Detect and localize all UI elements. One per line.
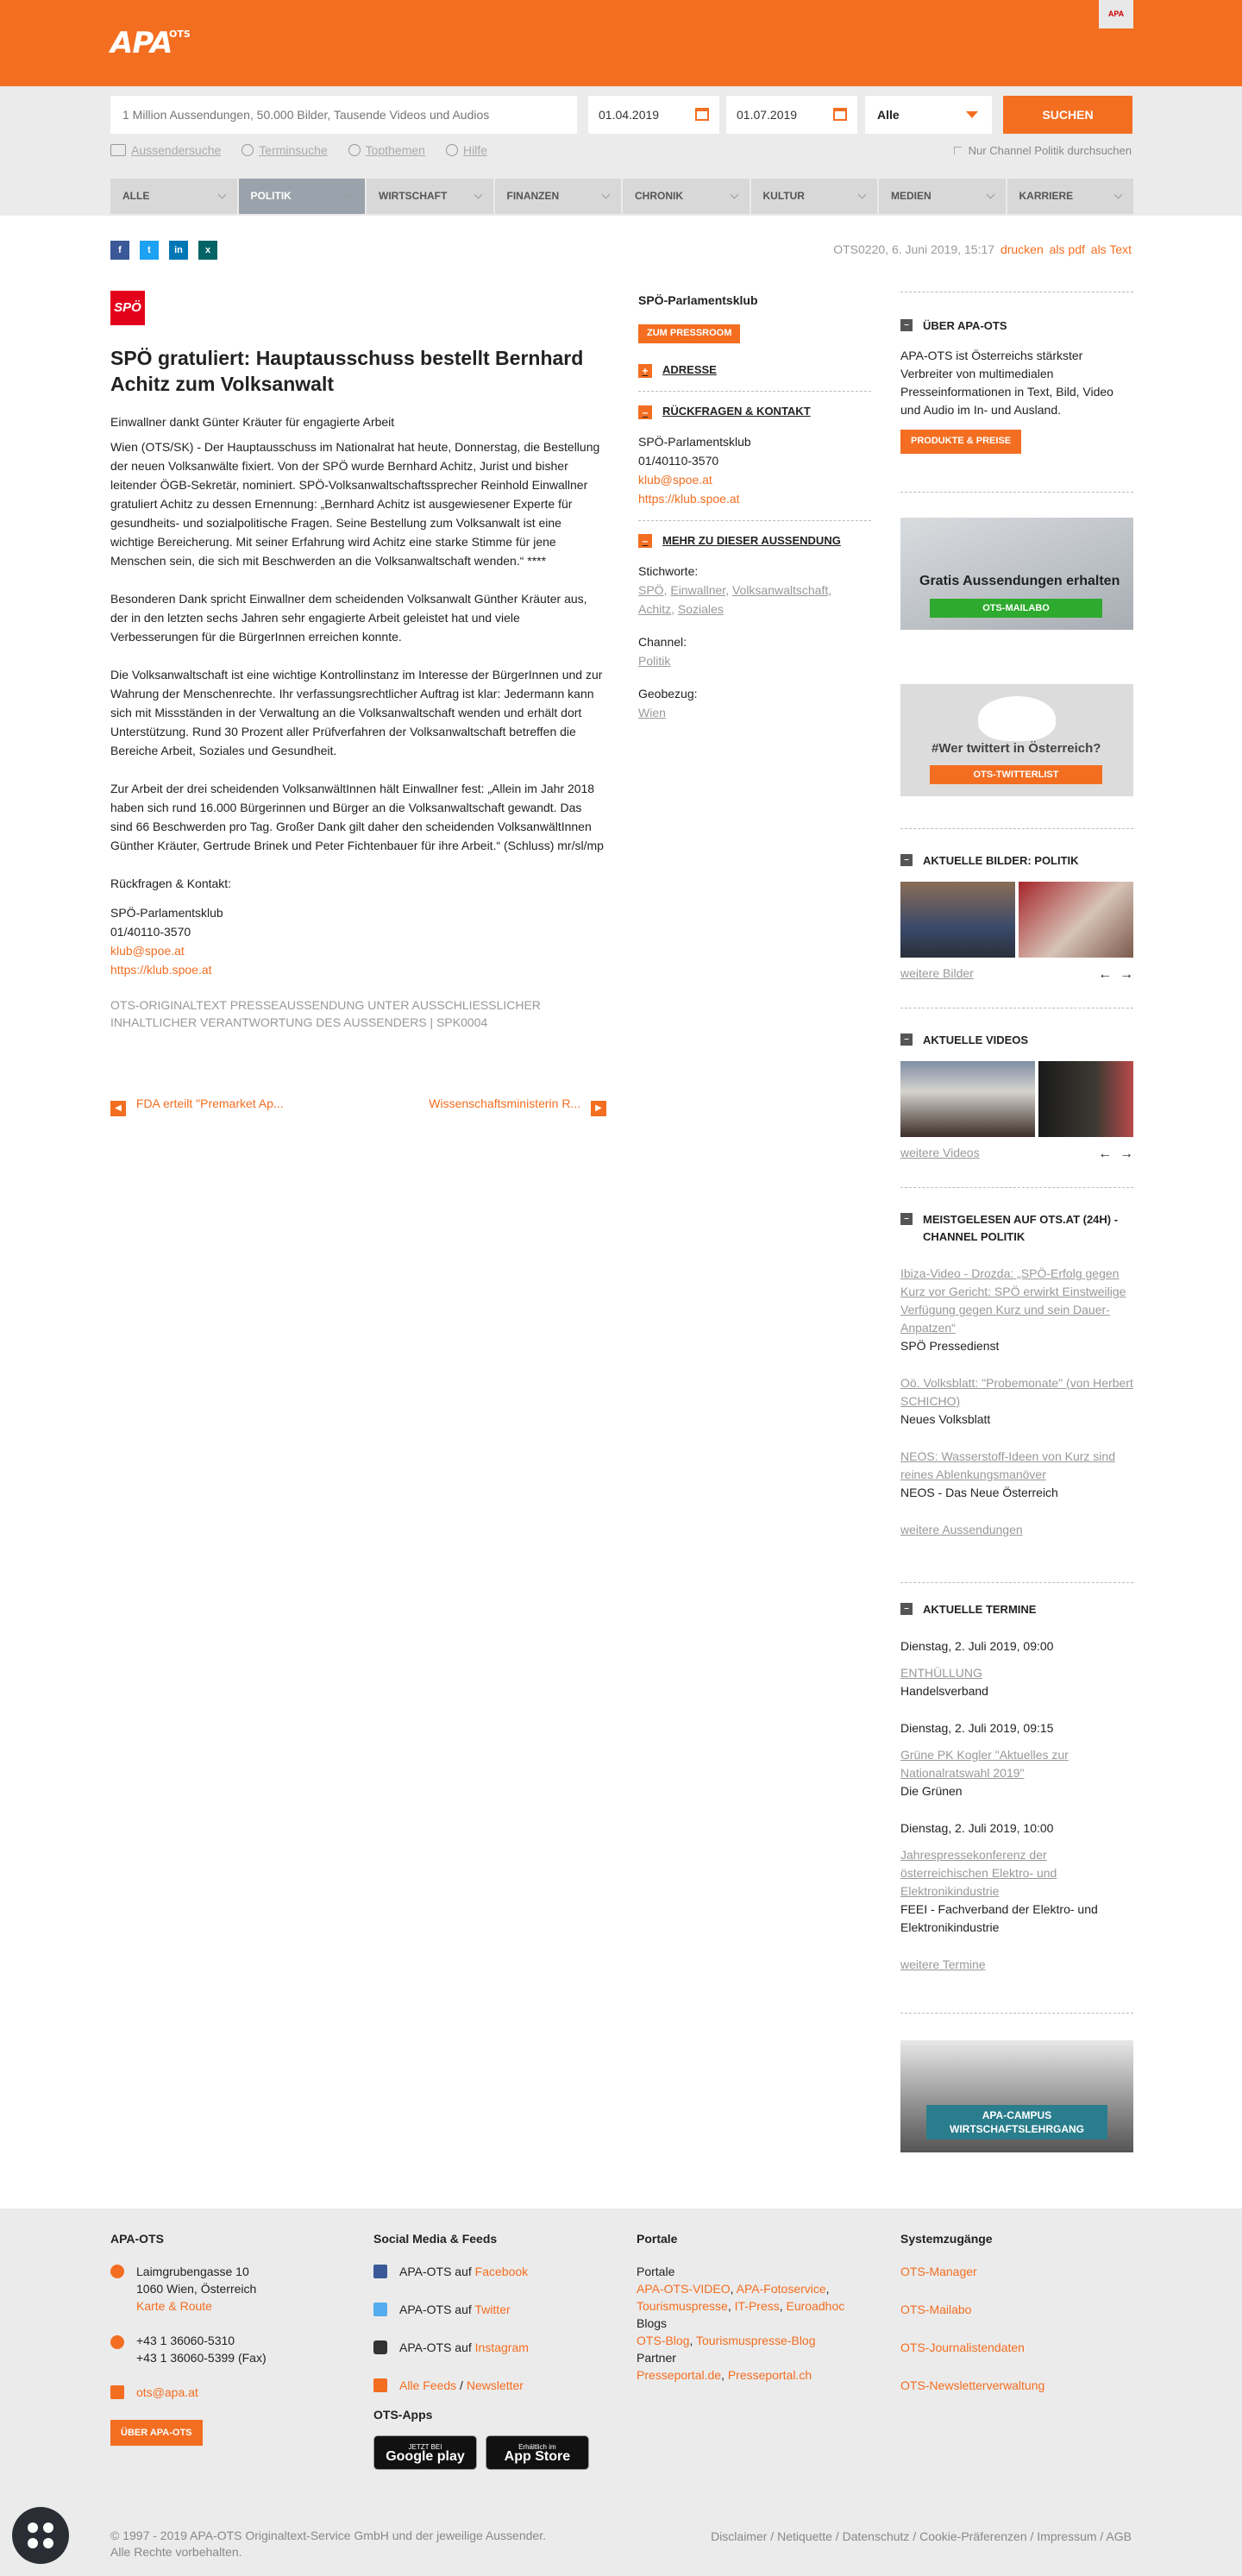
meist-sender: SPÖ Pressedienst <box>900 1339 1000 1353</box>
contact-email-link[interactable]: klub@spoe.at <box>110 944 185 958</box>
portal-link[interactable]: APA-OTS-VIDEO <box>637 2282 731 2296</box>
mehr-toggle[interactable] <box>638 533 871 550</box>
apa-badge[interactable]: APA <box>1099 0 1133 28</box>
compass-icon <box>348 144 361 156</box>
print-link[interactable]: drucken <box>1000 242 1044 256</box>
kontakt-org: SPÖ-Parlamentsklub <box>638 434 751 449</box>
clock-icon <box>242 144 254 156</box>
meist-sender: NEOS - Das Neue Österreich <box>900 1486 1058 1499</box>
twitter-bird-icon <box>978 696 1056 741</box>
minus-icon[interactable]: – <box>900 1213 913 1225</box>
partner-link[interactable]: Presseportal.ch <box>727 2368 812 2382</box>
tab-politik[interactable]: POLITIK <box>239 179 366 214</box>
about-button[interactable]: ÜBER APA-OTS <box>110 2420 203 2446</box>
hilfe-link[interactable] <box>446 141 487 159</box>
legal-link[interactable]: Cookie-Präferenzen <box>919 2529 1027 2543</box>
section-heading: AKTUELLE BILDER: POLITIK <box>923 854 1079 867</box>
bilder-section <box>900 852 1133 982</box>
meistgelesen-section <box>900 1211 1133 1539</box>
divider <box>900 1187 1133 1188</box>
article-pager <box>110 1095 606 1112</box>
category-nav <box>110 179 1133 214</box>
tag-link[interactable]: Soziales <box>677 601 724 616</box>
tag-link[interactable]: SPÖ <box>638 582 664 597</box>
termin-org: Die Grünen <box>900 1784 963 1798</box>
more-images-link[interactable]: weitere Bilder <box>900 966 974 980</box>
article-meta <box>833 241 1132 258</box>
minus-icon: – <box>638 405 652 419</box>
kontakt-url-link[interactable]: https://klub.spoe.at <box>638 491 740 506</box>
search-button[interactable]: SUCHEN <box>1003 96 1132 134</box>
more-videos-link[interactable]: weitere Videos <box>900 1146 980 1159</box>
arrow-right-icon: ▶ <box>591 1101 606 1116</box>
gallery-arrows[interactable]: ← → <box>1098 1147 1133 1161</box>
linkedin-icon[interactable]: in <box>169 241 188 260</box>
section-heading: MEISTGELESEN AUF OTS.AT (24H) - CHANNEL POLITIK <box>923 1213 1119 1243</box>
date-from-value: 01.04.2019 <box>599 108 660 122</box>
chevron-down-icon <box>966 111 978 118</box>
footer-heading: Portale <box>637 2232 678 2246</box>
link-label: Aussendersuche <box>131 143 222 157</box>
partner-label: Partner <box>637 2351 676 2365</box>
meist-article-link[interactable]: Ibiza-Video - Drozda: „SPÖ-Erfolg gegen Kurz vor Gericht: SPÖ erwirkt Einstweilige Verfügung gegen Kurz und sein Dauer-Anpatzen“ <box>900 1266 1126 1335</box>
blog-link[interactable]: Tourismuspresse-Blog <box>696 2334 816 2347</box>
facebook-icon[interactable]: f <box>110 241 129 260</box>
fax-line: +43 1 36060-5399 (Fax) <box>136 2351 267 2365</box>
article-title: SPÖ gratuliert: Hauptausschuss bestellt Bernhard Achitz zum Volksanwalt <box>110 347 584 395</box>
termin-org: Handelsverband <box>900 1684 988 1698</box>
instagram-link[interactable]: Instagram <box>474 2340 529 2354</box>
campus-banner[interactable] <box>900 2040 1133 2152</box>
tag-link[interactable]: Achitz <box>638 601 672 616</box>
banner-text: Gratis Aussendungen erhalten <box>919 574 1120 588</box>
system-link[interactable]: OTS-Journalistendaten <box>900 2340 1025 2354</box>
portal-link[interactable]: APA-Fotoservice <box>736 2282 826 2296</box>
twitter-icon <box>373 2303 387 2316</box>
pdf-link[interactable]: als pdf <box>1049 242 1085 256</box>
blogs-label: Blogs <box>637 2316 668 2330</box>
termin-link[interactable]: Jahrespressekonferenz der österreichischen Elektro- und Elektronikindustrie <box>900 1848 1057 1898</box>
contact-org: SPÖ-Parlamentsklub <box>110 906 223 920</box>
termin-link[interactable]: ENTHÜLLUNG <box>900 1666 982 1680</box>
link-label: Topthemen <box>365 143 425 157</box>
channel-label: Channel: <box>638 634 687 649</box>
about-section <box>900 317 1133 454</box>
twitter-banner[interactable] <box>900 684 1133 796</box>
article-paragraph: Besonderen Dank spricht Einwallner dem scheidenden Volksanwalt Günther Kräuter aus, der in den letzten sechs Jahren sehr engagierte Arbeit geleistet hat und viele Verbesserungen für die BürgerInnen erreichen konnte. <box>110 592 587 644</box>
plus-icon: + <box>638 364 652 378</box>
phone-line: +43 1 36060-5310 <box>136 2334 235 2347</box>
pressroom-button[interactable]: ZUM PRESSROOM <box>638 324 740 343</box>
tag-link[interactable]: Einwallner <box>670 582 726 597</box>
logo-text: APA <box>110 26 172 60</box>
dot-icon <box>28 2523 38 2533</box>
contact-phone: 01/40110-3570 <box>110 925 191 939</box>
minus-icon[interactable]: – <box>900 854 913 866</box>
topthemen-link[interactable] <box>348 141 425 159</box>
video-thumbnail[interactable] <box>1038 1061 1133 1137</box>
minus-icon[interactable]: – <box>900 319 913 331</box>
system-link[interactable]: OTS-Manager <box>900 2265 977 2278</box>
next-label: Wissenschaftsministerin R... <box>429 1096 581 1110</box>
link-label: Hilfe <box>462 143 487 157</box>
divider <box>900 2013 1133 2014</box>
about-text: APA-OTS ist Österreichs stärkster Verbreiter von multimedialen Presseinformationen in Text, Bild, Video und Audio im In- und Ausland. <box>900 349 1113 417</box>
tab-alle[interactable]: ALLE <box>110 179 237 214</box>
feeds-link[interactable]: Alle Feeds <box>399 2378 457 2392</box>
mail-icon <box>110 2385 124 2399</box>
gallery-arrows[interactable]: ← → <box>1098 967 1133 982</box>
kontakt-email-link[interactable]: klub@spoe.at <box>638 472 712 487</box>
badge-small: Erhältlich im <box>518 2443 556 2451</box>
article-paragraph: Die Volksanwaltschaft ist eine wichtige Kontrollinstanz im Interesse der BürgerInnen und zur Wahrung der Menschenrechte. Ihr verfassungsrechtlicher Auftrag ist klar: Jedermann kann sich mit Missständen in der Verwaltung an die Volksanwaltschaft wenden und erhält dort Unterstützung. Rund 30 Prozent aller Prüfverfahren der Volksanwaltschaft betreffen die Bereiche Arbeit, Soziales und Gesundheit. <box>110 668 603 758</box>
legal-link[interactable]: AGB <box>1106 2529 1132 2543</box>
building-icon <box>110 144 126 156</box>
arrow-left-icon: ◀ <box>110 1101 126 1116</box>
footer-apa-ots <box>110 2230 352 2446</box>
twitterlist-button[interactable]: OTS-TWITTERLIST <box>930 765 1102 784</box>
rss-icon <box>373 2378 387 2392</box>
article-lead: Einwallner dankt Günter Kräuter für engagierte Arbeit <box>110 415 395 429</box>
logo-sub: OTS <box>169 28 191 40</box>
system-link[interactable]: OTS-Mailabo <box>900 2303 972 2316</box>
checkbox-label: Nur Channel Politik durchsuchen <box>968 144 1132 157</box>
tab-medien[interactable]: MEDIEN <box>879 179 1006 214</box>
tab-chronik[interactable]: CHRONIK <box>623 179 750 214</box>
geo-link[interactable]: Wien <box>638 705 666 719</box>
footer-portale: Portale Portale APA-OTS-VIDEO, APA-Fotoservice, Tourismuspresse, IT-Press, Euroadhoc Blogs OTS-Blog, Tourismuspresse-Blog Partner Presseportal.de, Presseportal.ch <box>637 2230 878 2384</box>
article-contact <box>110 874 606 979</box>
kontakt-phone: 01/40110-3570 <box>638 453 719 468</box>
termin-link[interactable]: Grüne PK Kogler "Aktuelles zur Nationalratswahl 2019" <box>900 1748 1069 1780</box>
cookie-settings-button[interactable] <box>12 2507 69 2564</box>
article <box>110 345 606 1031</box>
dot-icon <box>43 2538 53 2548</box>
mailabo-button[interactable]: OTS-MAILABO <box>930 599 1102 618</box>
tab-karriere[interactable]: KARRIERE <box>1007 179 1134 214</box>
mailabo-banner[interactable] <box>900 518 1133 630</box>
calendar-icon[interactable] <box>833 108 847 121</box>
prev-label: FDA erteilt "Premarket Ap... <box>135 1096 284 1110</box>
text-link[interactable]: als Text <box>1090 242 1132 256</box>
adresse-toggle[interactable] <box>638 362 871 379</box>
portale-label: Portale <box>637 2265 675 2278</box>
banner-text: #Wer twittert in Österreich? <box>932 741 1101 756</box>
tag-link[interactable]: Volksanwaltschaft <box>731 582 829 597</box>
tab-finanzen[interactable]: FINANZEN <box>495 179 622 214</box>
minus-icon[interactable]: – <box>900 1034 913 1046</box>
apa-ots-logo[interactable] <box>110 26 191 60</box>
section-label: RÜCKFRAGEN & KONTAKT <box>662 405 811 418</box>
divider <box>900 828 1133 829</box>
section-heading: AKTUELLE TERMINE <box>923 1603 1037 1616</box>
dot-icon <box>43 2523 53 2533</box>
legal-link[interactable]: Impressum <box>1037 2529 1097 2543</box>
instagram-icon <box>373 2340 387 2354</box>
tab-wirtschaft[interactable]: WIRTSCHAFT <box>367 179 493 214</box>
date-to-field[interactable] <box>726 96 857 134</box>
link-label: Terminsuche <box>259 143 328 157</box>
twitter-link[interactable]: Twitter <box>474 2303 511 2316</box>
section-label: ADRESSE <box>662 363 717 377</box>
spo-logo[interactable]: SPÖ <box>110 291 145 325</box>
search-input[interactable] <box>110 96 577 134</box>
google-play-badge[interactable] <box>373 2435 477 2470</box>
legal-link[interactable]: Netiquette <box>777 2529 832 2543</box>
produkte-button[interactable]: PRODUKTE & PREISE <box>900 430 1021 454</box>
footer-heading: Systemzugänge <box>900 2232 993 2246</box>
calendar-icon[interactable] <box>695 108 709 121</box>
badge-label: Google play <box>386 2449 465 2464</box>
legal-links: Disclaimer / Netiquette / Datenschutz / Cookie-Präferenzen / Impressum / AGB <box>711 2529 1132 2543</box>
termin-date: Dienstag, 2. Juli 2019, 10:00 <box>900 1821 1054 1835</box>
newsletter-link[interactable]: Newsletter <box>466 2378 524 2392</box>
article-paragraph: Wien (OTS/SK) - Der Hauptausschuss im Nationalrat hat heute, Donnerstag, die Bestellung der neuen Volksanwälte fixiert. Von der SPÖ wurde Bernhard Achitz, Jurist und bisher leitender ÖGB-Sekretär, nominiert. SPÖ-Volksanwaltschaftssprecher Reinhold Einwallner gratuliert Achitz zu dessen Ernennung: „Bernhard Achitz ist ausgewiesener Experte für gesundheits- und sozialpolitische Fragen. Seine Bestellung zum Volksanwalt ist eine wichtige Bereicherung. Mit seiner Erfahrung wird Achitz eine starke Stimme für jene Menschen sein, die sich mit Beschwerden an die Volksanwaltschaft wenden.“ **** <box>110 440 600 569</box>
ots-id-date: OTS0220, 6. Juni 2019, 15:17 <box>833 242 995 256</box>
meist-article-link[interactable]: NEOS: Wasserstoff-Ideen von Kurz sind reines Ablenkungsmanöver <box>900 1449 1115 1481</box>
stichworte-label: Stichworte: <box>638 563 699 578</box>
footer-social: Social Media & Feeds APA-OTS auf Facebook APA-OTS auf Twitter APA-OTS auf Instagram Alle Feeds / Newsletter OTS-Apps JETZT BEI Google play Erhältlich im App Store <box>373 2230 615 2470</box>
videos-section <box>900 1032 1133 1161</box>
campus-label: APA-CAMPUS WIRTSCHAFTSLEHRGANG <box>926 2105 1107 2139</box>
footer-email-link[interactable]: ots@apa.at <box>136 2385 198 2399</box>
termin-org: FEEI - Fachverband der Elektro- und Elektronikindustrie <box>900 1902 1098 1934</box>
system-link[interactable]: OTS-Newsletterverwaltung <box>900 2378 1045 2392</box>
map-link[interactable]: Karte & Route <box>136 2299 212 2313</box>
video-thumbnail[interactable] <box>900 1061 1035 1137</box>
share-bar <box>110 241 217 260</box>
address-line: Laimgrubengasse 10 <box>136 2265 249 2278</box>
footer-system <box>900 2230 1142 2394</box>
prev-article-link[interactable] <box>110 1095 284 1116</box>
divider <box>900 1582 1133 1583</box>
address-line: 1060 Wien, Österreich <box>136 2282 257 2296</box>
date-from-field[interactable] <box>588 96 719 134</box>
badge-small: JETZT BEI <box>408 2443 442 2451</box>
news-photo[interactable] <box>1019 882 1133 958</box>
minus-icon[interactable]: – <box>900 1603 913 1615</box>
article-paragraph: Zur Arbeit der drei scheidenden VolksanwältInnen hält Einwallner fest: „Allein im Jahr 2018 haben sich rund 16.000 Bürgerinnen und Bürger an die Volksanwaltschaft gewandt. Das sind 66 Beschwerden pro Tag. Großer Dank gilt daher den scheidenden VolksanwältInnen Günther Kräuter, Gertrude Brinek und Peter Fichtenbauer für ihre Arbeit.“ (Schluss) mr/sl/mp <box>110 782 604 853</box>
section-label: MEHR ZU DIESER AUSSENDUNG <box>662 533 841 547</box>
meist-sender: Neues Volksblatt <box>900 1412 991 1426</box>
terminsuche-link[interactable] <box>242 141 327 159</box>
section-heading: AKTUELLE VIDEOS <box>923 1034 1029 1046</box>
twitter-icon[interactable]: t <box>140 241 159 260</box>
social-prefix: APA-OTS auf <box>399 2303 472 2316</box>
contact-url-link[interactable]: https://klub.spoe.at <box>110 963 212 977</box>
termin-date: Dienstag, 2. Juli 2019, 09:00 <box>900 1639 1054 1653</box>
kontakt-toggle[interactable] <box>638 404 871 420</box>
news-photo[interactable] <box>900 882 1015 958</box>
social-prefix: APA-OTS auf <box>399 2265 472 2278</box>
minus-icon: – <box>638 534 652 548</box>
channel-checkbox[interactable] <box>954 143 1132 160</box>
category-select[interactable] <box>865 96 992 134</box>
search-links <box>110 141 487 159</box>
dot-icon <box>28 2538 38 2548</box>
facebook-icon <box>373 2265 387 2278</box>
facebook-link[interactable]: Facebook <box>474 2265 529 2278</box>
portal-link[interactable]: Tourismuspresse <box>637 2299 728 2313</box>
app-store-badge[interactable] <box>486 2435 589 2470</box>
xing-icon[interactable]: x <box>198 241 217 260</box>
legal-link[interactable]: Disclaimer <box>711 2529 768 2543</box>
termine-section <box>900 1601 1133 1974</box>
partner-link[interactable]: Presseportal.de <box>637 2368 722 2382</box>
footer-heading: Social Media & Feeds <box>373 2232 498 2246</box>
more-aussendungen-link[interactable]: weitere Aussendungen <box>900 1523 1023 1536</box>
site-header <box>0 0 1242 86</box>
blog-link[interactable]: OTS-Blog <box>637 2334 690 2347</box>
sender-column: SPÖ-Parlamentsklub ZUM PRESSROOM + ADRESSE – RÜCKFRAGEN & KONTAKT SPÖ-Parlamentsklub 01/40110-3570 klub@spoe.at https://klub.spoe.at – MEHR ZU DIESER AUSSENDUNG Stichworte: SPÖ, Einwallner, Volksanwaltschaft, Achitz, Soziales Channel: Politik Geobezug: Wien <box>638 292 871 722</box>
footer-heading: OTS-Apps <box>373 2408 433 2422</box>
info-icon <box>446 144 458 156</box>
geo-label: Geobezug: <box>638 686 698 701</box>
legal-link[interactable]: Datenschutz <box>842 2529 910 2543</box>
contact-label: Rückfragen & Kontakt: <box>110 876 232 891</box>
sender-name: SPÖ-Parlamentsklub <box>638 293 758 307</box>
location-icon <box>110 2265 124 2278</box>
footer-heading: APA-OTS <box>110 2232 164 2246</box>
portal-link[interactable]: IT-Press <box>734 2299 780 2313</box>
date-to-value: 01.07.2019 <box>737 108 798 122</box>
copyright-line: © 1997 - 2019 APA-OTS Originaltext-Service GmbH und der jeweilige Aussender. <box>110 2529 546 2542</box>
channel-link[interactable]: Politik <box>638 653 671 668</box>
aussendersuche-link[interactable] <box>110 141 221 159</box>
meist-article-link[interactable]: Oö. Volksblatt: "Probemonate" (von Herbert SCHICHO) <box>900 1376 1133 1408</box>
divider <box>900 492 1133 493</box>
copyright <box>110 2528 546 2560</box>
section-heading: ÜBER APA-OTS <box>923 319 1007 332</box>
copyright-line: Alle Rechte vorbehalten. <box>110 2545 242 2559</box>
more-termine-link[interactable]: weitere Termine <box>900 1957 986 1971</box>
portal-link[interactable]: Euroadhoc <box>786 2299 845 2313</box>
article-footnote: OTS-ORIGINALTEXT PRESSEAUSSENDUNG UNTER AUSSCHLIESSLICHER INHALTLICHER VERANTWORTUNG DES AUSSENDERS | SPK0004 <box>110 998 541 1030</box>
social-prefix: APA-OTS auf <box>399 2340 472 2354</box>
select-value: Alle <box>877 108 900 122</box>
checkbox-icon <box>954 147 962 154</box>
next-article-link[interactable] <box>429 1095 606 1116</box>
badge-label: App Store <box>504 2449 571 2464</box>
phone-icon <box>110 2335 124 2349</box>
termin-date: Dienstag, 2. Juli 2019, 09:15 <box>900 1721 1054 1735</box>
tab-kultur[interactable]: KULTUR <box>751 179 878 214</box>
